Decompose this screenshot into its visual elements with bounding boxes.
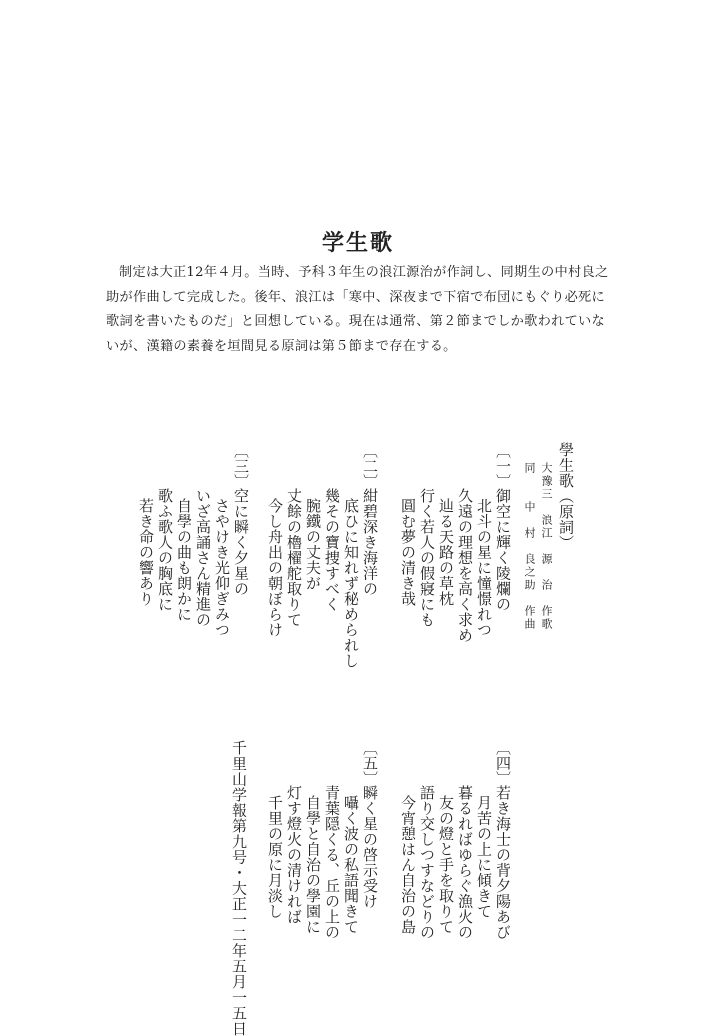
song-heading: 學生歌（原詞） bbox=[557, 442, 575, 551]
page-title: 学生歌 bbox=[321, 231, 394, 256]
verse-1-line-5: 行く若人の假寢にも bbox=[418, 488, 436, 628]
verse-2-line-1: 紺碧深き海洋の bbox=[361, 488, 379, 597]
verse-5-line-4: 自學と自治の學園に bbox=[304, 795, 322, 935]
verse-1-line-3: 久遠の理想を高く求め bbox=[456, 488, 474, 643]
verse-4-line-2: 月苦の上に傾きて bbox=[475, 795, 493, 919]
verse-4-line-4: 友の燈と手を取りて bbox=[437, 795, 455, 935]
verse-4-line-3: 暮るればゆらぐ漁火の bbox=[456, 785, 474, 940]
verse-2-line-5: 丈餘の櫓櫂舵取りて bbox=[285, 488, 303, 628]
verse-2-label: 〔二〕 bbox=[361, 443, 379, 490]
credit-music: 同 中 村 良之助 作曲 bbox=[523, 462, 536, 631]
verse-4-line-6: 今宵憩はん自治の島 bbox=[399, 795, 417, 935]
verse-5-line-2: 囁く波の私語聞きて bbox=[342, 795, 360, 935]
verse-5-label: 〔五〕 bbox=[361, 740, 379, 787]
verse-4-line-5: 語り交しつすなどりの bbox=[418, 785, 436, 940]
source-citation: 千里山学報第九号・大正一二年五月一五日 bbox=[230, 740, 248, 1036]
verse-1-line-6: 圓む夢の清き哉 bbox=[399, 498, 417, 607]
verse-3-label: 〔三〕 bbox=[232, 443, 250, 490]
verse-4-label: 〔四〕 bbox=[494, 740, 512, 787]
verse-3-line-5: 歌ふ歌人の胸底に bbox=[156, 488, 174, 612]
verse-3-line-1: 空に瞬く夕星の bbox=[232, 488, 250, 597]
verse-2-line-6: 今し舟出の朝ぼらけ bbox=[266, 498, 284, 638]
credit-lyrics: 大豫三 浪江 源 治 作歌 bbox=[540, 462, 553, 631]
verse-2-line-3: 幾その寶捜すべく bbox=[323, 488, 341, 612]
verse-2-line-2: 底ひに知れず秘められし bbox=[342, 498, 360, 669]
verse-3-line-6: 若き命の響あり bbox=[137, 498, 155, 607]
verse-5-line-5: 灯す燈火の清ければ bbox=[285, 785, 303, 925]
verse-4-line-1: 若き海士の背夕陽あび bbox=[494, 785, 512, 940]
verse-5-line-3: 青葉隠くる、丘の上の bbox=[323, 785, 341, 940]
verse-3-line-3: いざ高誦さん精進の bbox=[194, 488, 212, 628]
verse-1-line-1: 御空に輝く陵爛の bbox=[494, 488, 512, 612]
verse-1-label: 〔一〕 bbox=[494, 443, 512, 490]
verse-3-line-2: さやけき光仰ぎみつ bbox=[213, 498, 231, 638]
verse-1-line-4: 辿る天路の草枕 bbox=[437, 498, 455, 607]
verse-5-line-1: 瞬く星の啓示受け bbox=[361, 785, 379, 909]
verse-2-line-4: 腕鐵の丈夫が bbox=[304, 498, 322, 591]
verse-1-line-2: 北斗の星に憧憬れつ bbox=[475, 498, 493, 638]
verse-3-line-4: 自學の曲も朗かに bbox=[175, 498, 193, 622]
verse-5-line-6: 千里の原に月淡し bbox=[266, 795, 284, 919]
intro-paragraph: 制定は大正12年４月。当時、予科３年生の浪江源治が作詞し、同期生の中村良之助が作曲して完成した。後年、浪江は「寒中、深夜まで下宿で布団にもぐり必死に歌詞を書いたものだ」と回想している。現在は通常、第２節までしか歌われていないが、漢籍の素養を垣間見る原詞は第５節まで存在する。 bbox=[106, 265, 609, 354]
